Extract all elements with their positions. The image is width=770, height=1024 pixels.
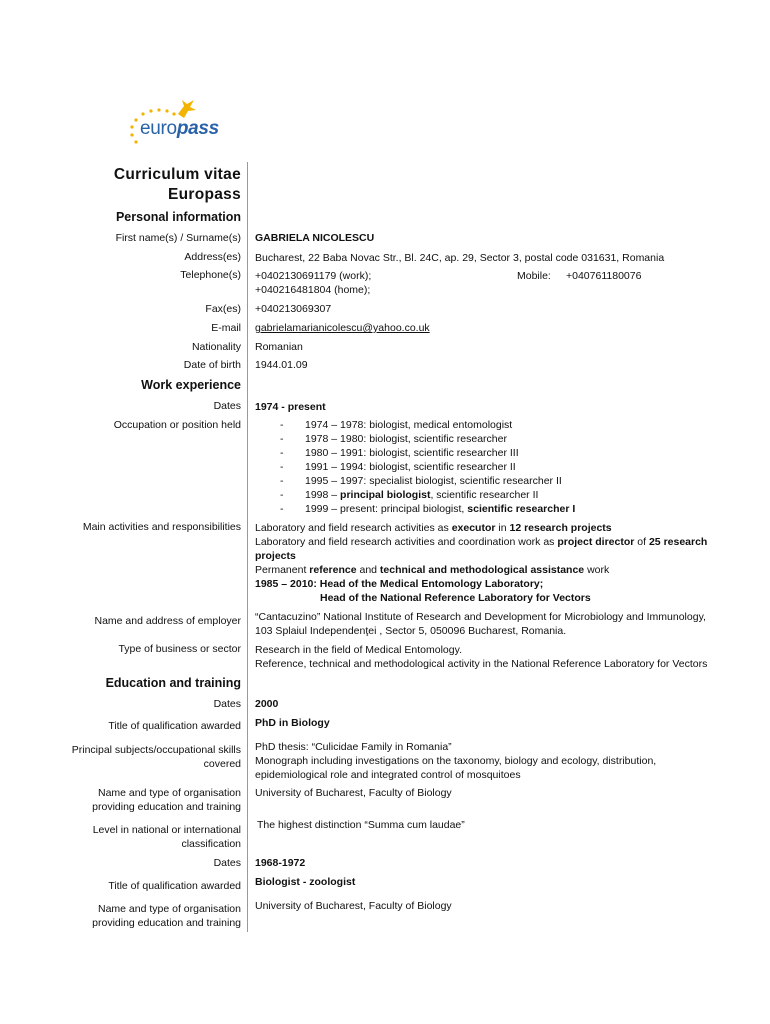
list-item: - 1978 – 1980: biologist, scientific researcher xyxy=(280,433,507,445)
nationality-value: Romanian xyxy=(255,341,303,353)
name-value: GABRIELA NICOLESCU xyxy=(255,232,375,244)
cv-subtitle: Europass xyxy=(167,186,241,203)
nationality-label: Nationality xyxy=(191,341,241,353)
edu2-title-label: Title of qualification awarded xyxy=(108,880,241,892)
email-link[interactable]: gabrielamarianicolescu@yahoo.co.uk xyxy=(255,322,430,334)
edu1-title-label: Title of qualification awarded xyxy=(108,720,241,732)
telephone-work: +0402130691179 (work); xyxy=(255,270,372,282)
employer-line-1: “Cantacuzino” National Institute of Research and Development for Microbiology and Immunology, xyxy=(255,611,706,623)
telephone-label: Telephone(s) xyxy=(180,269,241,281)
europass-logo xyxy=(124,98,224,150)
address-label: Address(es) xyxy=(184,251,241,263)
fax-value: +040213069307 xyxy=(255,303,332,315)
dob-value: 1944.01.09 xyxy=(255,359,308,371)
address-value: Bucharest, 22 Baba Novac Str., Bl. 24C, ap. 29, Sector 3, postal code 031631, Romania xyxy=(255,252,665,264)
edu1-level-label-1: Level in national or international xyxy=(92,824,241,836)
telephone-home: +040216481804 (home); xyxy=(255,284,371,296)
edu2-org-value: University of Bucharest, Faculty of Biology xyxy=(255,900,452,912)
business-line-2: Reference, technical and methodological activity in the National Reference Laboratory for Vectors xyxy=(255,658,708,670)
column-divider xyxy=(247,162,248,932)
edu2-dates-label: Dates xyxy=(213,857,241,869)
employer-line-2: 103 Splaiul Independenţei , Sector 5, 050096 Bucharest, Romania. xyxy=(255,625,567,637)
edu1-subjects-line-3: epidemiological role and integrated control of mosquitoes xyxy=(255,769,521,781)
business-label: Type of business or sector xyxy=(118,643,241,655)
employer-label: Name and address of employer xyxy=(94,615,241,627)
activities-line-3: projects xyxy=(255,550,296,562)
section-work-experience: Work experience xyxy=(141,378,241,392)
europass-wordmark: europass xyxy=(140,118,219,139)
edu1-level-label-2: classification xyxy=(181,838,241,850)
activities-line-2: Laboratory and field research activities and coordination work as project director of 25 research xyxy=(255,536,708,548)
list-item: - 1998 – principal biologist, scientific researcher II xyxy=(280,489,539,501)
edu1-level-value: The highest distinction “Summa cum laudae” xyxy=(257,819,465,831)
edu1-dates-label: Dates xyxy=(213,698,241,710)
edu2-dates-value: 1968-1972 xyxy=(255,857,306,869)
activities-line-1: Laboratory and field research activities as executor in 12 research projects xyxy=(255,522,612,534)
edu1-subjects-label-1: Principal subjects/occupational skills xyxy=(71,744,241,756)
cv-title: Curriculum vitae xyxy=(113,166,241,183)
dob-label: Date of birth xyxy=(183,359,241,371)
list-item: - 1999 – present: principal biologist, scientific researcher I xyxy=(280,503,576,515)
mobile-value: +040761180076 xyxy=(566,270,642,282)
activities-line-6: Head of the National Reference Laboratory for Vectors xyxy=(320,592,591,604)
business-line-1: Research in the field of Medical Entomology. xyxy=(255,644,462,656)
activities-line-5: 1985 – 2010: Head of the Medical Entomology Laboratory; xyxy=(255,578,544,590)
list-item: - 1974 – 1978: biologist, medical entomologist xyxy=(280,419,513,431)
section-education-training: Education and training xyxy=(105,676,241,690)
edu2-org-label-2: providing education and training xyxy=(92,917,241,929)
occupation-label: Occupation or position held xyxy=(113,419,241,431)
occupation-list xyxy=(280,418,575,516)
email-label: E-mail xyxy=(211,322,241,334)
activities-line-4: Permanent reference and technical and methodological assistance work xyxy=(255,564,610,576)
edu1-subjects-label-2: covered xyxy=(203,758,241,770)
work-dates-label: Dates xyxy=(213,400,241,412)
edu2-title-value: Biologist - zoologist xyxy=(255,876,356,888)
edu2-org-label-1: Name and type of organisation xyxy=(97,903,241,915)
mobile-label: Mobile: xyxy=(517,270,551,282)
edu1-subjects-line-1: PhD thesis: “Culicidae Family in Romania” xyxy=(255,741,452,753)
list-item: - 1980 – 1991: biologist, scientific researcher III xyxy=(280,447,519,459)
edu1-title-value: PhD in Biology xyxy=(255,717,330,729)
section-personal-information: Personal information xyxy=(115,210,241,224)
fax-label: Fax(es) xyxy=(205,303,241,315)
list-item: - 1991 – 1994: biologist, scientific researcher II xyxy=(280,461,516,473)
list-item: - 1995 – 1997: specialist biologist, scientific researcher II xyxy=(280,475,562,487)
edu1-subjects-line-2: Monograph including investigations on the taxonomy, biology and ecology, distribution, xyxy=(255,755,657,767)
name-label: First name(s) / Surname(s) xyxy=(115,232,241,244)
activities-label: Main activities and responsibilities xyxy=(82,521,241,533)
work-dates-value: 1974 - present xyxy=(255,401,326,413)
edu1-org-value: University of Bucharest, Faculty of Biology xyxy=(255,787,452,799)
edu1-dates-value: 2000 xyxy=(255,698,279,710)
edu1-org-label-2: providing education and training xyxy=(92,801,241,813)
edu1-org-label-1: Name and type of organisation xyxy=(97,787,241,799)
